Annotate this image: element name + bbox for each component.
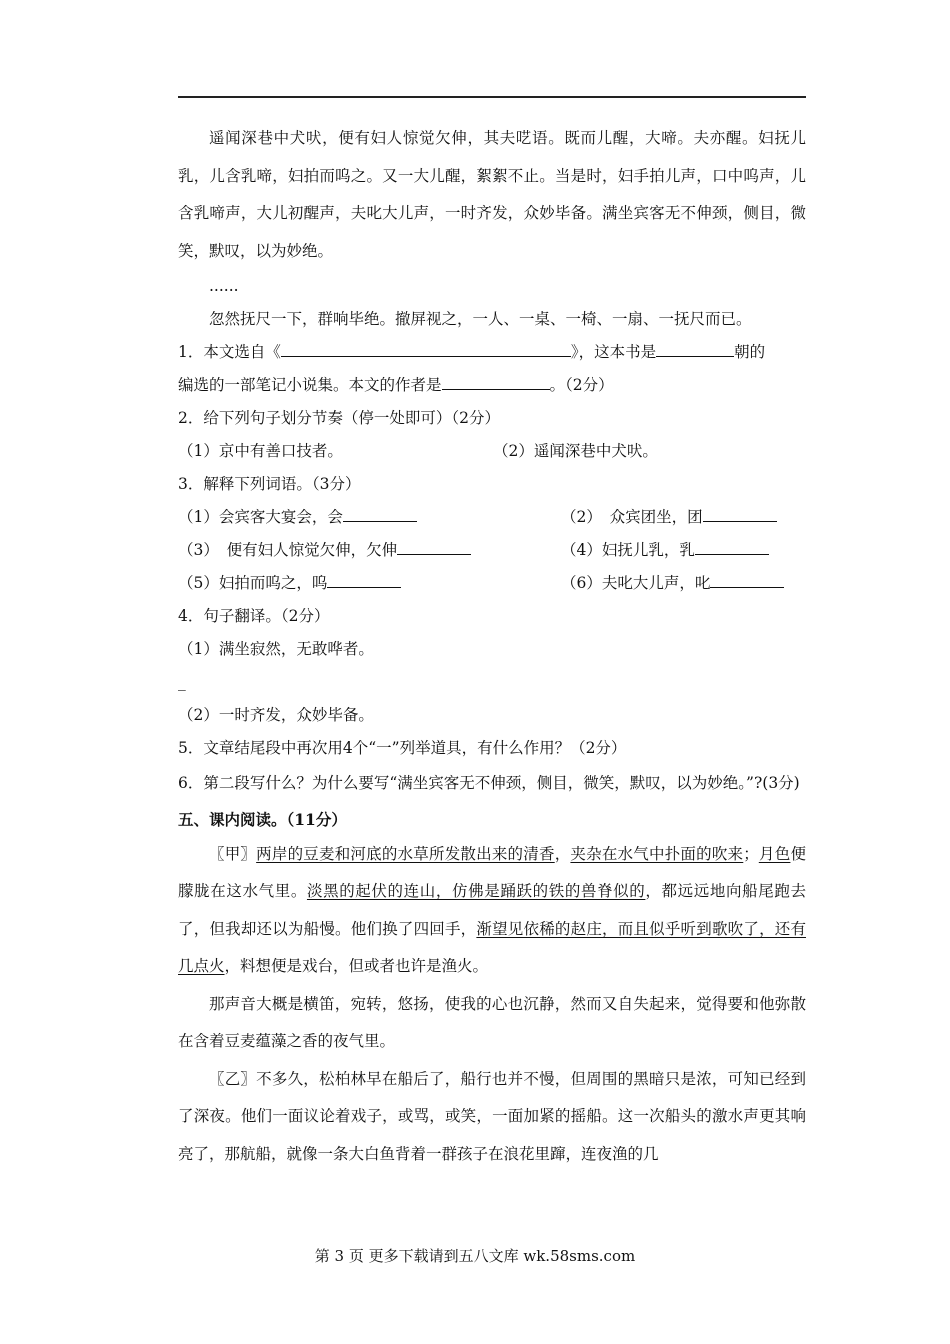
page-content [178, 120, 806, 1173]
question-3-row: （1）会宾客大宴会，会 （2） 众宾团坐，团 [178, 501, 806, 534]
question-4-title: 4．句子翻译。（2分） [178, 607, 330, 625]
reading-paragraph: 那声音大概是横笛，宛转，悠扬，使我的心也沉静，然而又自失起来，觉得要和他弥散在含着豆麦蕴藻之香的夜气里。 [178, 994, 806, 1050]
question-6: 6．第二段写什么？为什么要写“满坐宾客无不伸颈，侧目，微笑，默叹，以为妙绝。”?(3分) [178, 774, 800, 792]
answer-blank[interactable] [343, 506, 417, 523]
question-4-item: （1）满坐寂然，无敢哗者。 [178, 640, 374, 658]
ellipsis: ...... [209, 277, 239, 295]
header-rule [178, 96, 806, 98]
answer-blank[interactable] [281, 341, 571, 358]
question-2-title: 2．给下列句子划分节奏（停一处即可）（2分） [178, 409, 500, 427]
question-3-title: 3．解释下列词语。（3分） [178, 475, 361, 493]
answer-blank[interactable] [327, 572, 401, 589]
question-2-items: （1）京中有善口技者。 （2）遥闻深巷中犬吠。 [178, 442, 658, 460]
answer-blank[interactable] [710, 572, 784, 589]
reading-paragraph-jia: 〖甲〗两岸的豆麦和河底的水草所发散出来的清香，夹杂在水气中扑面的吹来；月色便朦胧在这水气里。淡黑的起伏的连山，仿佛是踊跃的铁的兽脊似的，都远远地向船尾跑去了，但我却还以为船慢。他们换了四回手，渐望见依稀的赵庄，而且似乎听到歌吹了，还有几点火，料想便是戏台，但或者也许是渔火。 [178, 844, 806, 975]
question-3-row: （5）妇拍而呜之，呜 （6）夫叱大儿声，叱 [178, 567, 806, 600]
page-footer: 第 3 页 更多下载请到五八文库 wk.58sms.com [314, 1247, 636, 1265]
passage-paragraph: 遥闻深巷中犬吠，便有妇人惊觉欠伸，其夫呓语。既而儿醒，大啼。夫亦醒。妇抚儿乳，儿含乳啼，妇拍而呜之。又一大儿醒，絮絮不止。当是时，妇手拍儿声，口中呜声，儿含乳啼声，大儿初醒声，夫叱大儿声，一时齐发，众妙毕备。满坐宾客无不伸颈，侧目，微笑，默叹，以为妙绝。 [178, 129, 806, 260]
passage-paragraph: 忽然抚尺一下，群响毕绝。撤屏视之，一人、一桌、一椅、一扇、一抚尺而已。 [209, 310, 752, 328]
answer-blank[interactable] [442, 374, 550, 391]
question-1: 1．本文选自《 》，这本书是 朝的 [178, 336, 806, 369]
question-3-row: （3） 便有妇人惊觉欠伸，欠伸 （4）妇抚儿乳，乳 [178, 534, 806, 567]
question-5: 5．文章结尾段中再次用4个“一”列举道具，有什么作用？（2分） [178, 739, 627, 757]
answer-line-mark: _ [178, 673, 186, 691]
answer-blank[interactable] [397, 539, 471, 556]
answer-blank[interactable] [656, 341, 734, 358]
question-1-cont: 编选的一部笔记小说集。本文的作者是 。（2分） [178, 369, 806, 402]
reading-paragraph-yi: 〖乙〗不多久，松柏林早在船后了，船行也并不慢，但周围的黑暗只是浓，可知已经到了深夜。他们一面议论着戏子，或骂，或笑，一面加紧的摇船。这一次船头的激水声更其响亮了，那航船，就像一条大白鱼背着一群孩子在浪花里蹿，连夜渔的几 [178, 1069, 806, 1163]
answer-blank[interactable] [695, 539, 769, 556]
answer-blank[interactable] [703, 506, 777, 523]
question-4-item: （2）一时齐发，众妙毕备。 [178, 706, 374, 724]
section-heading: 五、课内阅读。（11分） [178, 809, 347, 829]
